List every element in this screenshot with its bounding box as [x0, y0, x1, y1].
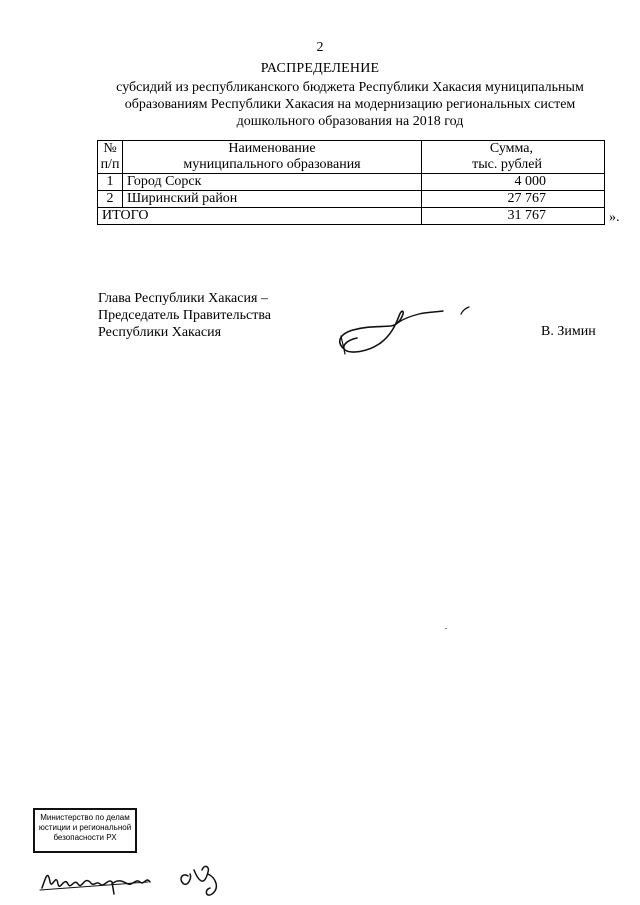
row-name: Ширинский район [123, 191, 422, 208]
ministry-stamp [33, 808, 137, 853]
stamp-line: безопасности РХ [53, 833, 117, 842]
table-row [98, 191, 605, 208]
signatory-name: В. Зимин [541, 324, 596, 339]
signature-image [333, 296, 483, 358]
closing-quote: ». [609, 210, 620, 225]
header-sum-line: тыс. рублей [472, 157, 542, 172]
header-num-line: № [103, 141, 117, 156]
distribution-table [97, 140, 605, 225]
stamp-line: юстиции и региональной [38, 823, 132, 832]
header-sum-line: Сумма, [489, 141, 533, 156]
subtitle-line: дошкольного образования на 2018 год [236, 114, 464, 129]
table-row [98, 174, 605, 191]
page-number: 2 [316, 40, 324, 55]
row-num: 1 [98, 174, 123, 191]
signatory-line: Республики Хакасия [98, 325, 222, 340]
total-label: ИТОГО [98, 208, 422, 225]
stamp-line: Министерство по делам [40, 813, 130, 822]
header-name [123, 141, 422, 174]
table-header-row [98, 141, 605, 174]
header-name-line: Наименование [228, 141, 316, 156]
row-amount: 27 767 [422, 191, 605, 208]
document-subtitle [60, 79, 640, 130]
signatory-line: Глава Республики Хакасия – [98, 291, 268, 306]
header-num-line: п/п [100, 157, 120, 172]
row-num: 2 [98, 191, 123, 208]
signatory-line: Председатель Правительства [98, 308, 271, 323]
signatory-title [98, 290, 271, 341]
subtitle-line: субсидий из республиканского бюджета Республики Хакасия муниципальным [116, 80, 584, 95]
header-num [98, 141, 123, 174]
row-name: Город Сорск [123, 174, 422, 191]
subtitle-line: образованиям Республики Хакасия на модернизацию региональных систем [124, 97, 576, 112]
row-amount: 4 000 [422, 174, 605, 191]
header-sum [422, 141, 605, 174]
header-name-line: муниципального образования [183, 157, 361, 172]
scan-speck [445, 628, 447, 629]
total-amount: 31 767 [422, 208, 605, 225]
table-total-row [98, 208, 605, 225]
document-title: РАСПРЕДЕЛЕНИЕ [260, 61, 380, 76]
handwritten-note-image [38, 858, 238, 900]
